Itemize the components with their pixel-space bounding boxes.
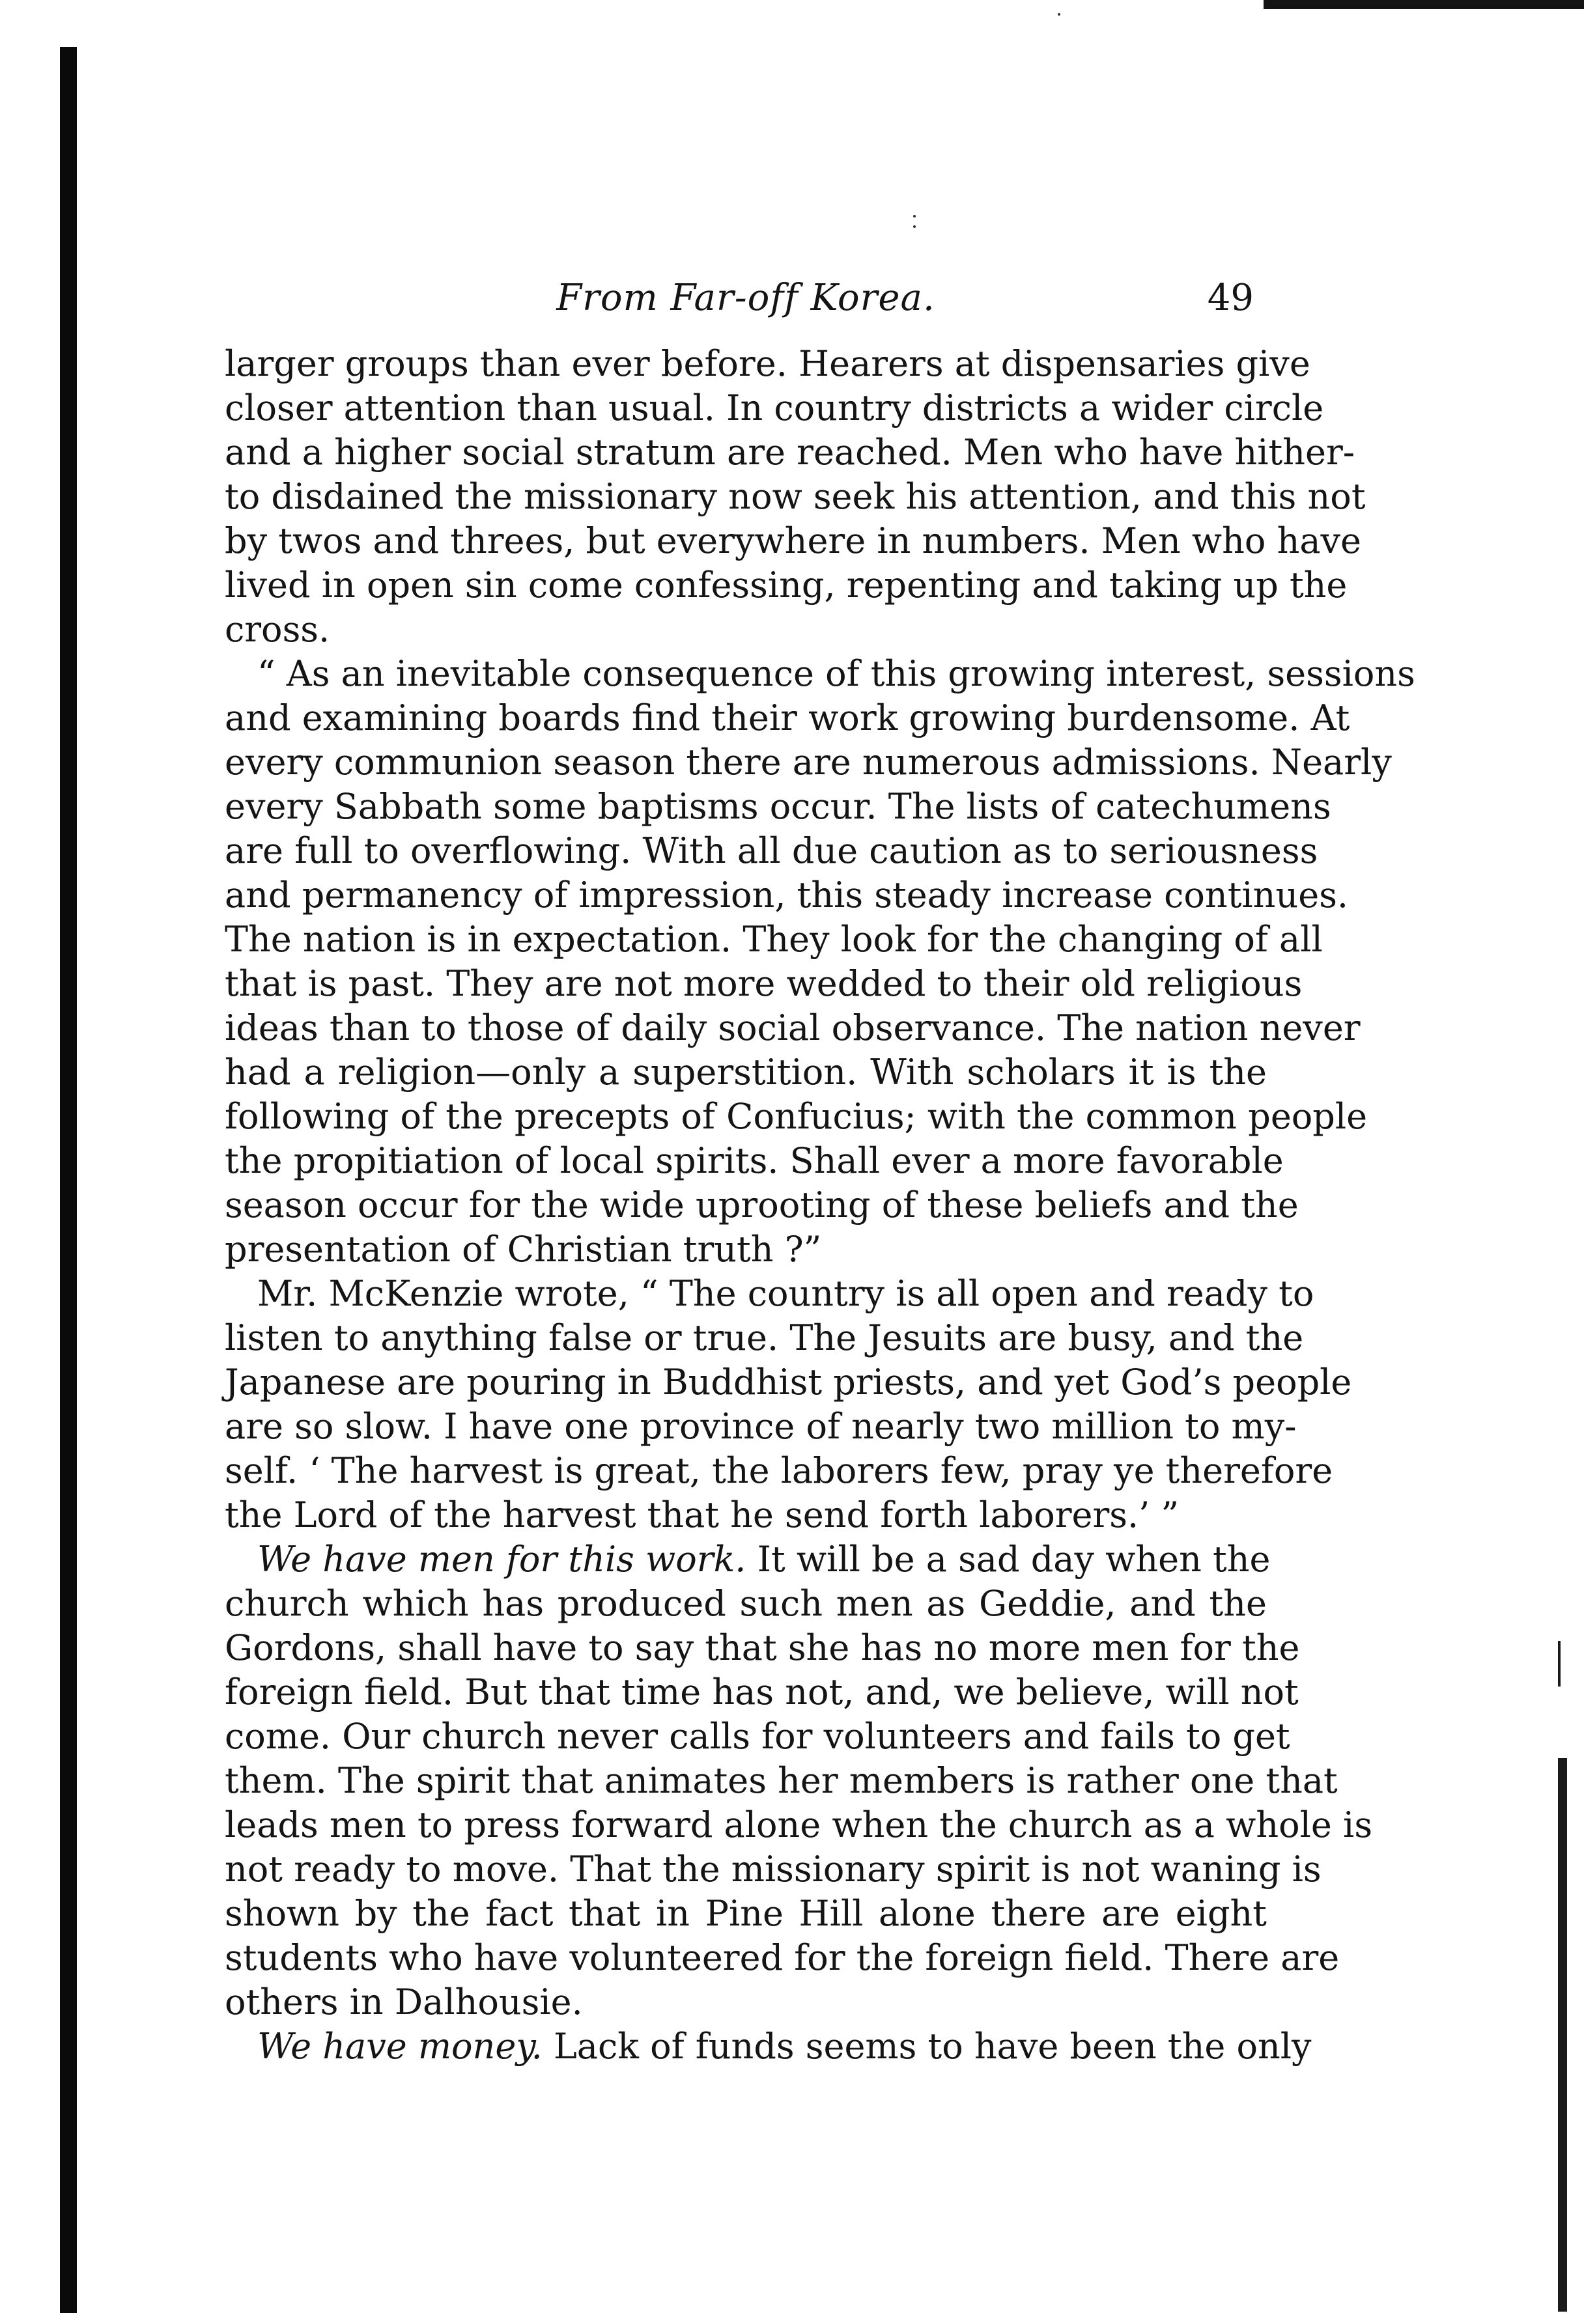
- text-line: that is past. They are not more wedded to their old religious: [225, 963, 1303, 1004]
- text-line: church which has produced such men as Geddie, and the: [225, 1583, 1267, 1624]
- text-line: the Lord of the harvest that he send forth laborers.’ ”: [225, 1494, 1180, 1535]
- text-line: and examining boards find their work growing burdensome. At: [225, 697, 1350, 738]
- text-line: students who have volunteered for the foreign field. There are: [225, 1937, 1340, 1978]
- italic-lead: We have money.: [257, 2026, 543, 2067]
- scan-speck: [913, 225, 916, 228]
- text-line: and a higher social stratum are reached. Men who have hither-: [225, 432, 1355, 473]
- text-line: not ready to move. That the missionary spirit is not waning is: [225, 1849, 1322, 1890]
- text-line: others in Dalhousie.: [225, 1981, 583, 2023]
- text-line: [225, 2024, 1312, 2069]
- page-header: [225, 264, 1267, 342]
- line-rest: Lack of funds seems to have been the only: [542, 2026, 1312, 2067]
- text-line: to disdained the missionary now seek his attention, and this not: [225, 476, 1366, 517]
- text-line: The nation is in expectation. They look for the changing of all: [225, 919, 1323, 960]
- text-line: Gordons, shall have to say that she has no more men for the: [225, 1627, 1300, 1668]
- body-text: [225, 342, 1415, 2069]
- text-line: cross.: [225, 609, 330, 650]
- text-line: foreign field. But that time has not, and, we believe, will not: [225, 1672, 1299, 1713]
- text-line: shown by the fact that in Pine Hill alone there are eight: [225, 1893, 1267, 1934]
- text-line: every communion season there are numerous admissions. Nearly: [225, 742, 1392, 783]
- scan-speck: [1058, 13, 1060, 16]
- scan-top-rule: [1264, 0, 1584, 9]
- text-line: “ As an inevitable consequence of this growing interest, sessions: [257, 653, 1415, 694]
- text-line: listen to anything false or true. The Jesuits are busy, and the: [225, 1317, 1304, 1358]
- scan-edge-shadow: [1558, 1758, 1567, 2312]
- text-line: presentation of Christian truth ?”: [225, 1229, 822, 1270]
- text-line: are so slow. I have one province of nearly two million to my-: [225, 1406, 1297, 1447]
- text-line: lived in open sin come confessing, repenting and taking up the: [225, 565, 1348, 606]
- scan-edge-mark: [1558, 1641, 1561, 1687]
- text-line: Mr. McKenzie wrote, “ The country is all open and ready to: [257, 1273, 1314, 1314]
- scan-speck: [913, 215, 916, 217]
- text-line: had a religion—only a superstition. With scholars it is the: [225, 1052, 1267, 1093]
- italic-lead: We have men for this work.: [257, 1539, 746, 1580]
- text-line: closer attention than usual. In country districts a wider circle: [225, 387, 1324, 428]
- text-line: larger groups than ever before. Hearers at dispensaries give: [225, 343, 1310, 384]
- text-line: them. The spirit that animates her members is rather one that: [225, 1760, 1338, 1801]
- text-line: season occur for the wide uprooting of these beliefs and the: [225, 1184, 1299, 1225]
- scan-binding-shadow: [60, 47, 77, 2313]
- text-line: ideas than to those of daily social observance. The nation never: [225, 1007, 1361, 1048]
- text-line: self. ‘ The harvest is great, the laborers few, pray ye therefore: [225, 1450, 1333, 1491]
- text-line: are full to overflowing. With all due caution as to seriousness: [225, 830, 1318, 871]
- page-number: 49: [1207, 277, 1254, 319]
- text-line: by twos and threes, but everywhere in numbers. Men who have: [225, 520, 1362, 561]
- text-line: [225, 1537, 1271, 1582]
- book-page: [225, 264, 1415, 2069]
- text-line: and permanency of impression, this steady increase continues.: [225, 875, 1349, 916]
- text-line: following of the precepts of Confucius; with the common people: [225, 1096, 1368, 1137]
- text-line: leads men to press forward alone when the church as a whole is: [225, 1804, 1373, 1845]
- text-line: every Sabbath some baptisms occur. The lists of catechumens: [225, 786, 1331, 827]
- text-line: the propitiation of local spirits. Shall ever a more favorable: [225, 1140, 1284, 1181]
- text-line: Japanese are pouring in Buddhist priests, and yet God’s people: [225, 1362, 1352, 1403]
- text-line: come. Our church never calls for volunteers and fails to get: [225, 1716, 1290, 1757]
- line-rest: It will be a sad day when the: [746, 1539, 1271, 1580]
- running-title: From Far-off Korea.: [556, 277, 935, 319]
